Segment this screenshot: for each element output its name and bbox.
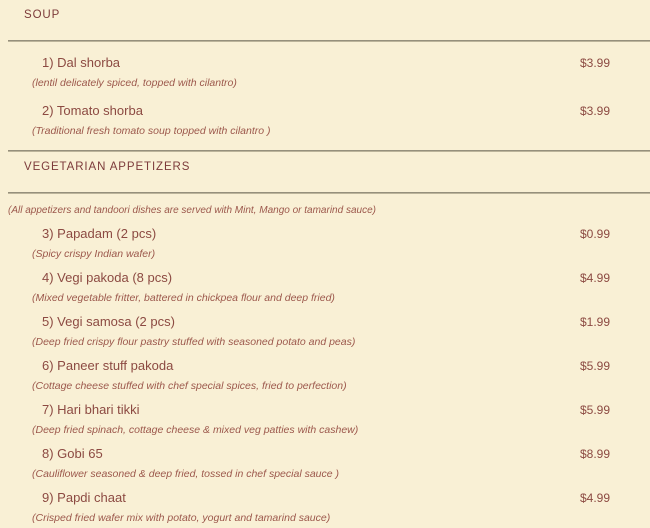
menu-item-name: 9) Papdi chaat xyxy=(42,490,126,505)
menu-item-row xyxy=(0,489,650,507)
section-title-underline xyxy=(8,192,650,194)
menu-item-name: 5) Vegi samosa (2 pcs) xyxy=(42,314,175,329)
menu-item xyxy=(0,225,650,261)
menu-item-price: $0.99 xyxy=(579,227,610,241)
menu-item-row xyxy=(0,313,650,331)
menu-item xyxy=(0,102,650,138)
menu-item xyxy=(0,269,650,305)
section-items xyxy=(0,42,650,138)
menu-item xyxy=(0,54,650,90)
menu-item-price: $5.99 xyxy=(579,403,610,417)
menu-item-name: 4) Vegi pakoda (8 pcs) xyxy=(42,270,173,285)
menu-item-description: (Cottage cheese stuffed with chef special spices, fried to perfection) xyxy=(32,380,347,392)
menu-item xyxy=(0,445,650,481)
menu-item-price: $4.99 xyxy=(579,491,610,505)
menu-item-description: (Deep fried crispy flour pastry stuffed with seasoned potato and peas) xyxy=(32,336,356,348)
section-items xyxy=(0,217,650,525)
menu-item-row xyxy=(0,357,650,375)
menu-item-description: (Deep fried spinach, cottage cheese & mixed veg patties with cashew) xyxy=(32,424,359,436)
menu-item-name: 2) Tomato shorba xyxy=(42,103,143,118)
menu-item-row xyxy=(0,102,650,120)
menu-item-description: (lentil delicately spiced, topped with cilantro) xyxy=(32,77,237,89)
menu-item-price: $8.99 xyxy=(579,447,610,461)
menu-item-name: 8) Gobi 65 xyxy=(42,446,103,461)
menu-item xyxy=(0,357,650,393)
menu-item xyxy=(0,489,650,525)
menu-item-description: (Spicy crispy Indian wafer) xyxy=(32,248,156,260)
menu-item-price: $5.99 xyxy=(579,359,610,373)
menu-item-name: 1) Dal shorba xyxy=(42,55,121,70)
section-title: VEGETARIAN APPETIZERS xyxy=(24,161,191,173)
menu-item-name: 3) Papadam (2 pcs) xyxy=(42,226,157,241)
section-top-divider xyxy=(8,150,650,152)
menu-item-row xyxy=(0,401,650,419)
menu-item xyxy=(0,401,650,437)
menu-item-row xyxy=(0,54,650,72)
menu-item-price: $4.99 xyxy=(579,271,610,285)
menu-item-price: $1.99 xyxy=(579,315,610,329)
section-title: SOUP xyxy=(24,9,61,21)
menu-item xyxy=(0,313,650,349)
menu-item-price: $3.99 xyxy=(579,56,610,70)
menu-section xyxy=(0,150,650,525)
section-note: (All appetizers and tandoori dishes are served with Mint, Mango or tamarind sauce) xyxy=(8,205,376,216)
menu-item-row xyxy=(0,445,650,463)
menu-item-description: (Mixed vegetable fritter, battered in chickpea flour and deep fried) xyxy=(32,292,335,304)
menu-item-description: (Crisped fried wafer mix with potato, yogurt and tamarind sauce) xyxy=(32,512,331,524)
menu-item-row xyxy=(0,225,650,243)
menu-section xyxy=(0,8,650,138)
menu-item-row xyxy=(0,269,650,287)
menu-item-price: $3.99 xyxy=(579,104,610,118)
menu-item-description: (Traditional fresh tomato soup topped with cilantro ) xyxy=(32,125,271,137)
menu-item-name: 7) Hari bhari tikki xyxy=(42,402,140,417)
menu-item-name: 6) Paneer stuff pakoda xyxy=(42,358,174,373)
menu xyxy=(0,8,650,525)
menu-item-description: (Cauliflower seasoned & deep fried, tossed in chef special sauce ) xyxy=(32,468,340,480)
